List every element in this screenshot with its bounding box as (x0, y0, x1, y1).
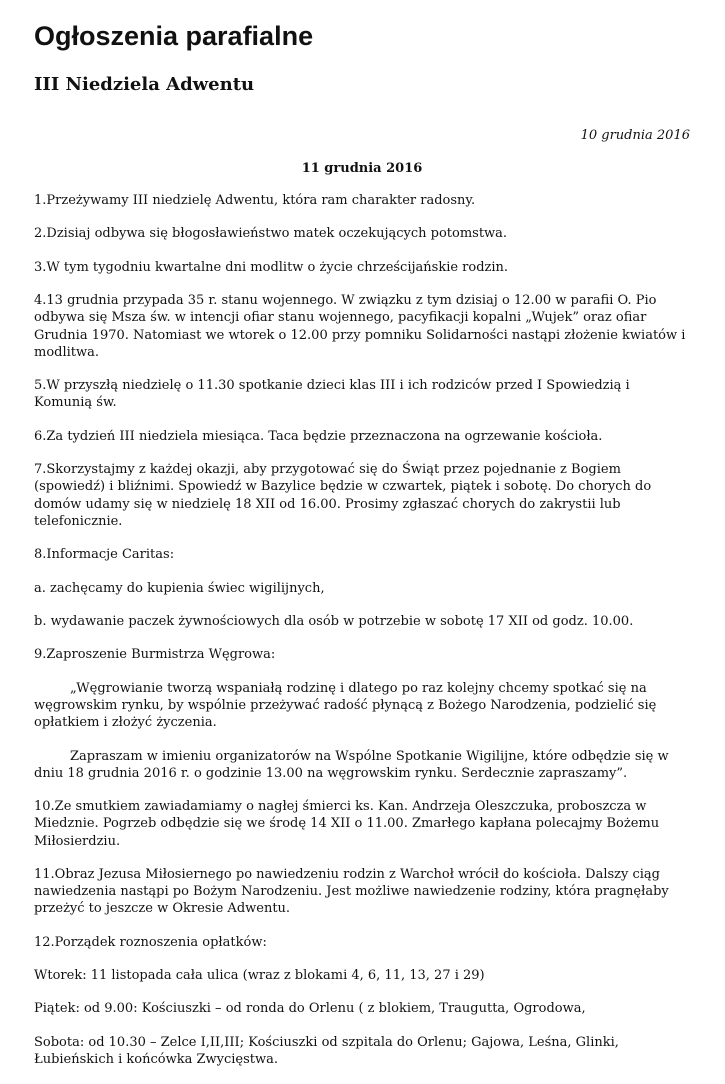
announcement-date-heading: 11 grudnia 2016 (301, 161, 423, 176)
announcement-paragraph: 1.Przeżywamy III niedzielę Adwentu, która ram charakter radosny. (34, 193, 476, 208)
announcement-paragraph: 5.W przyszłą niedzielę o 11.30 spotkanie dzieci klas III i ich rodziców przed I Spowiedzią i Komunią św. (34, 378, 630, 411)
announcement-paragraph: 12.Porządek roznoszenia opłatków: (34, 934, 267, 950)
announcement-paragraph: 2.Dzisiaj odbywa się błogosławieństwo matek oczekujących potomstwa. (34, 226, 508, 242)
announcement-paragraph: 4.13 grudnia przypada 35 r. stanu wojennego. W związku z tym dzisiaj o 12.00 w parafii O. Pio odbywa się Msza św. w intencji ofiar stanu wojennego, pacyfikacji kopalni „Wujek” oraz ofiar Grudnia 1970. Natomiast we wtorek o 12.00 przy pomniku Solidarności nastąpi złożenie kwiatów i modlitwa. (34, 293, 686, 360)
announcements-body (34, 192, 690, 1084)
document-title: Ogłoszenia parafialne (34, 21, 314, 51)
quoted-invitation-paragraph: „Węgrowianie tworzą wspaniałą rodzinę i dlatego po raz kolejny chcemy spotkać się na węgrowskim rynku, by wspólnie przeżywać radość płynącą z Bożego Narodzenia, podzielić się opłatkiem i złożyć życzenia. (34, 680, 657, 731)
document-subtitle: III Niedziela Adwentu (34, 74, 255, 95)
schedule-line: Piątek: od 9.00: Kościuszki – od ronda do Orlenu ( z blokiem, Traugutta, Ogrodowa, (34, 1001, 586, 1017)
announcement-paragraph: a. zachęcamy do kupienia świec wigilijnych, (34, 580, 325, 596)
announcement-paragraph: 11.Obraz Jezusa Miłosiernego po nawiedzeniu rodzin z Warchoł wrócił do kościoła. Dalszy ciąg nawiedzenia nastąpi po Bożym Narodzeniu. Jest możliwe nawiedzenie rodziny, która pragnęłaby przeżyć to jeszcze w Okresie Adwentu. (34, 866, 669, 917)
announcement-paragraph: 10.Ze smutkiem zawiadamiamy o nagłej śmierci ks. Kan. Andrzeja Oleszczuka, proboszcza w Miedznie. Pogrzeb odbędzie się we środę 14 XII o 11.00. Zmarłego kapłana polecajmy Bożemu Miłosierdziu. (34, 799, 660, 849)
published-date: 10 grudnia 2016 (580, 128, 690, 143)
announcement-paragraph: 9.Zaproszenie Burmistrza Węgrowa: (34, 647, 276, 663)
announcement-paragraph: 7.Skorzystajmy z każdej okazji, aby przygotować się do Świąt przez pojednanie z Bogiem (spowiedź) i bliźnimi. Spowiedź w Bazylice będzie w czwartek, piątek i sobotę. Do chorych do domów udamy się w niedzielę 18 XII od 16.00. Prosimy zgłaszać chorych do zakrystii lub telefonicznie. (34, 462, 652, 529)
announcement-paragraph: 8.Informacje Caritas: (34, 547, 175, 563)
quoted-invitation-paragraph: Zapraszam w imieniu organizatorów na Wspólne Spotkanie Wigilijne, które odbędzie się w dniu 18 grudnia 2016 r. o godzinie 13.00 na węgrowskim rynku. Serdecznie zapraszamy”. (34, 748, 669, 781)
schedule-line: Wtorek: 11 listopada cała ulica (wraz z blokami 4, 6, 11, 13, 27 i 29) (34, 968, 485, 984)
announcement-paragraph: 6.Za tydzień III niedziela miesiąca. Taca będzie przeznaczona na ogrzewanie kościoła. (34, 428, 603, 444)
schedule-line: Sobota: od 10.30 – Zelce I,II,III; Kościuszki od szpitala do Orlenu; Gajowa, Leśna, Glinki, Łubieńskich i końcówka Zwycięstwa. (34, 1034, 619, 1068)
announcement-paragraph: b. wydawanie paczek żywnościowych dla osób w potrzebie w sobotę 17 XII od godz. 10.00. (34, 613, 634, 629)
announcement-paragraph: 3.W tym tygodniu kwartalne dni modlitw o życie chrześcijańskie rodzin. (34, 259, 509, 275)
